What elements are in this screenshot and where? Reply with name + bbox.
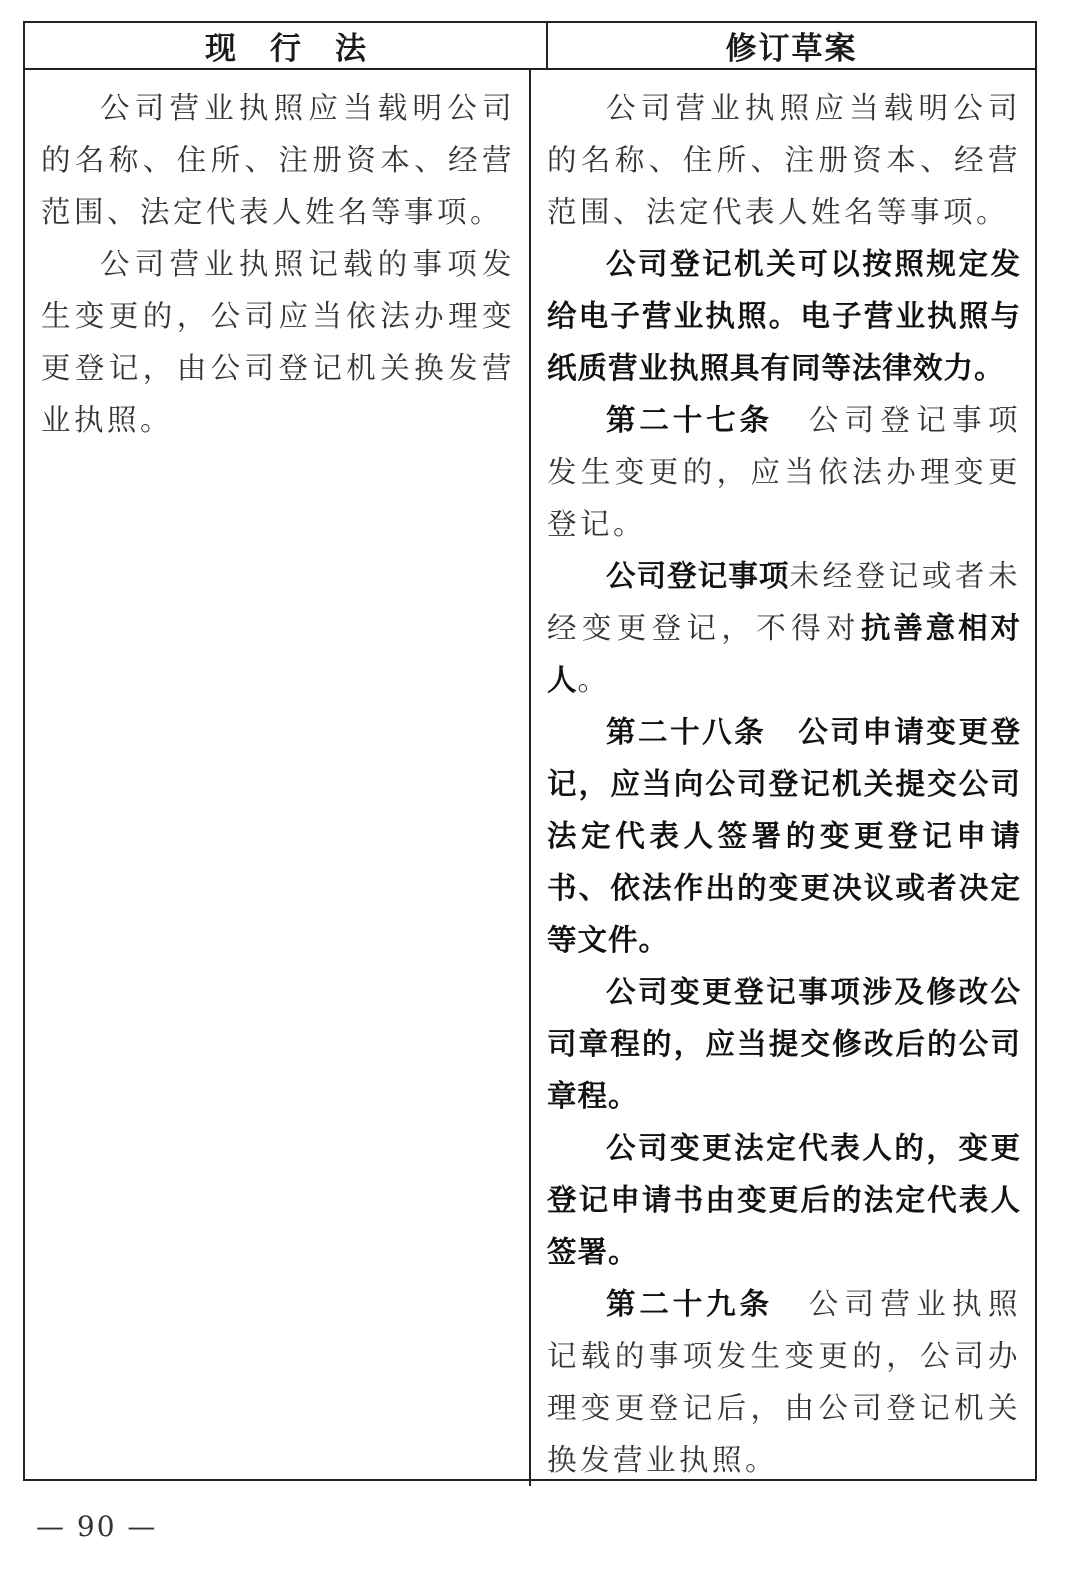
- revised-paragraph-article-29: [547, 1278, 1021, 1486]
- comparison-table: [23, 21, 1037, 1481]
- paragraph-4-bold-a: 公司登记事项: [606, 559, 790, 593]
- header-revised-draft: 修订草案: [725, 31, 858, 67]
- header-current-law: 现行法: [25, 23, 548, 68]
- revised-draft-column: [531, 70, 1035, 1486]
- paragraph-4-bold-b: 抗善意相对人: [547, 611, 1021, 697]
- revised-paragraph-7: 公司变更法定代表人的，变更登记申请书由变更后的法定代表人签署。: [547, 1131, 1021, 1269]
- article-27-heading: 第二十七条: [606, 403, 773, 437]
- paragraph-4-text-b: 。: [577, 663, 611, 697]
- article-29-heading: 第二十九条: [606, 1287, 773, 1321]
- revised-paragraph-6: 公司变更登记事项涉及修改公司章程的，应当提交修改后的公司章程。: [547, 975, 1021, 1113]
- revised-paragraph-2: 公司登记机关可以按照规定发给电子营业执照。电子营业执照与纸质营业执照具有同等法律效力。: [547, 247, 1021, 385]
- table-header-row: [25, 23, 1035, 70]
- revised-paragraph-1: 公司营业执照应当载明公司的名称、住所、注册资本、经营范围、法定代表人姓名等事项。: [547, 91, 1021, 229]
- article-27-text: 公司登记事项发生变更的，应当依法办理变更登记。: [547, 403, 1021, 541]
- revised-paragraph-4: [547, 550, 1021, 706]
- article-28-text: 公司申请变更登记，应当向公司登记机关提交公司法定代表人签署的变更登记申请书、依法作出的变更决议或者决定等文件。: [547, 715, 1021, 957]
- page-number: — 90 —: [36, 1510, 158, 1543]
- current-law-paragraph-1: 公司营业执照应当载明公司的名称、住所、注册资本、经营范围、法定代表人姓名等事项。: [41, 91, 515, 229]
- revised-paragraph-article-28: [547, 706, 1021, 966]
- current-law-column: [25, 70, 531, 1486]
- article-28-heading: 第二十八条: [606, 715, 767, 749]
- table-body-row: [25, 70, 1035, 1486]
- current-law-paragraph-2: 公司营业执照记载的事项发生变更的，公司应当依法办理变更登记，由公司登记机关换发营业执照。: [41, 247, 515, 437]
- revised-paragraph-article-27: [547, 394, 1021, 550]
- article-29-text: 公司营业执照记载的事项发生变更的，公司办理变更登记后，由公司登记机关换发营业执照。: [547, 1287, 1021, 1477]
- paragraph-4-text-a: 未经登记或者未经变更登记，不得对: [547, 559, 1021, 645]
